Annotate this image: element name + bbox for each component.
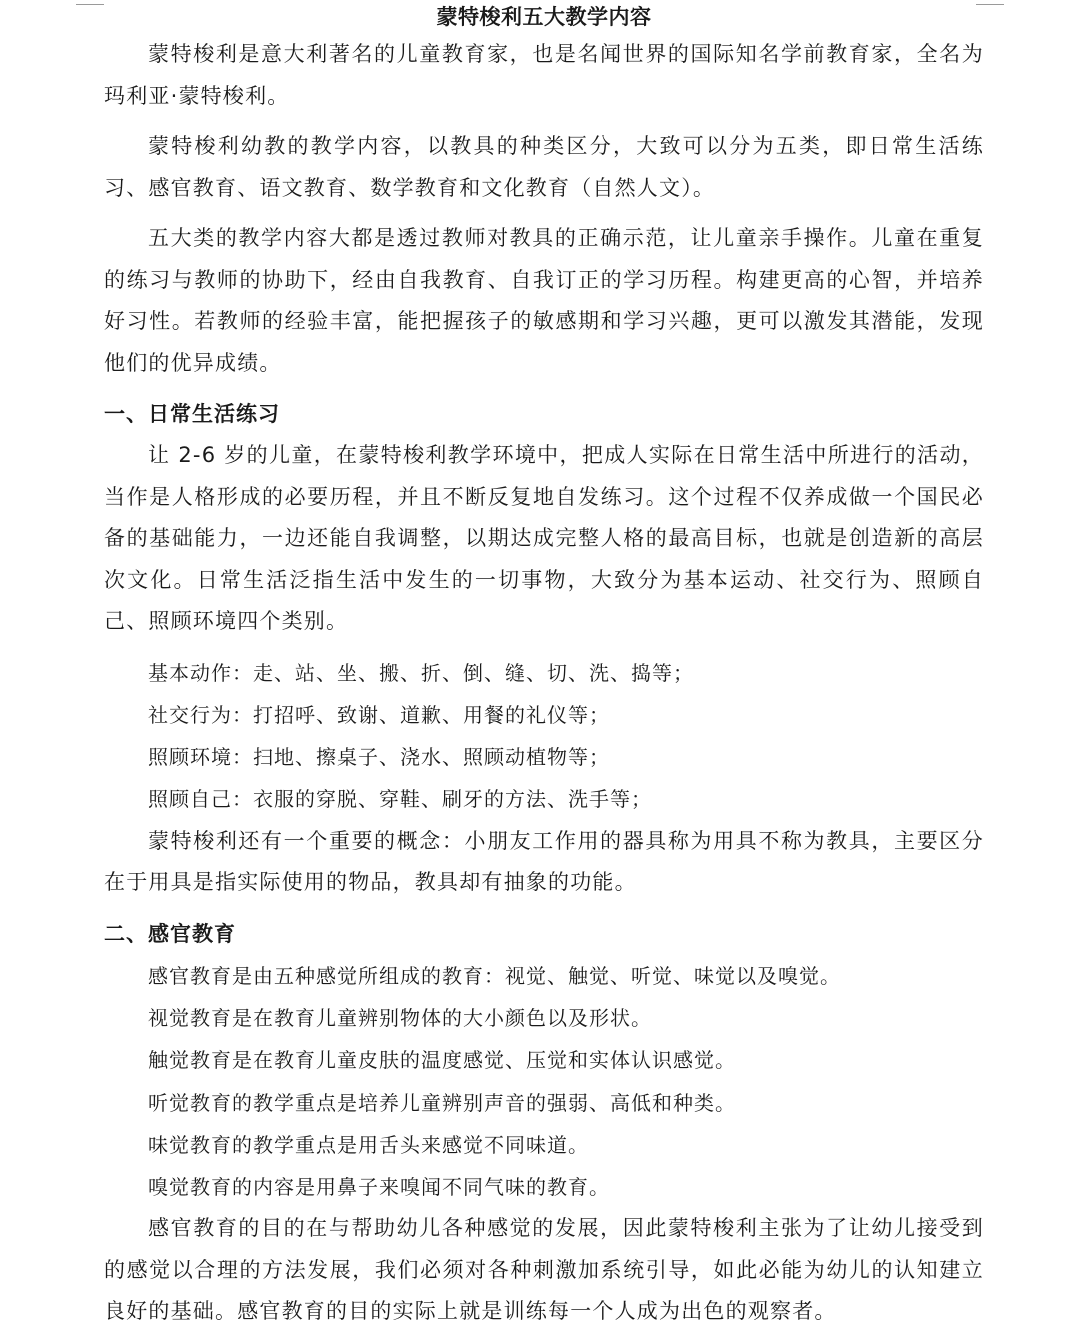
sensory-item: 触觉教育是在教育儿童皮肤的温度感觉、压觉和实体认识感觉。 [148,1048,736,1073]
page-corner-mark-left [76,0,104,5]
sensory-item: 听觉教育的教学重点是培养儿童辨别声音的强弱、高低和种类。 [148,1090,736,1115]
daily-life-item: 基本动作：走、站、坐、搬、折、倒、缝、切、洗、捣等； [148,660,694,685]
daily-life-item: 社交行为：打招呼、致谢、道歉、用餐的礼仪等； [148,702,610,727]
section-heading-sensory: 二、感官教育 [104,921,236,946]
daily-life-paragraph: 让 2-6 岁的儿童，在蒙特梭利教学环境中，把成人实际在日常生活中所进行的活动，当作是人格形成的必要历程，并且不断反复地自发练习。这个过程不仅养成做一个国民必备的基础能力，一边还能自我调整，以期达成完整人格的最高目标，也就是创造新的高层次文化。日常生活泛指生活中发生的一切事物，大致分为基本运动、社交行为、照顾自己、照顾环境四个类别。 [104,443,984,633]
document-page [104,0,984,1342]
intro-paragraph: 蒙特梭利是意大利著名的儿童教育家，也是名闻世界的国际知名学前教育家，全名为玛利亚·蒙特梭利。 [104,42,984,108]
section-heading-daily-life: 一、日常生活练习 [104,402,280,426]
daily-life-item: 照顾自己：衣服的穿脱、穿鞋、刷牙的方法、洗手等； [148,787,652,812]
document-title: 蒙特梭利五大教学内容 [436,5,652,29]
sensory-item: 嗅觉教育的内容是用鼻子来嗅闻不同气味的教育。 [148,1175,610,1200]
intro-paragraph: 五大类的教学内容大都是透过教师对教具的正确示范，让儿童亲手操作。儿童在重复的练习与教师的协助下，经由自我教育、自我订正的学习历程。构建更高的心智，并培养好习性。若教师的经验丰富，能把握孩子的敏感期和学习兴趣，更可以激发其潜能，发现他们的优异成绩。 [104,226,984,375]
sensory-conclusion: 感官教育的目的在与帮助幼儿各种感觉的发展，因此蒙特梭利主张为了让幼儿接受到的感觉以合理的方法发展，我们必须对各种刺激加系统引导，如此必能为幼儿的认知建立良好的基础。感官教育的目的实际上就是训练每一个人成为出色的观察者。 [104,1216,984,1324]
daily-life-item: 照顾环境：扫地、擦桌子、浇水、照顾动植物等； [148,745,610,770]
sensory-item: 感官教育是由五种感觉所组成的教育：视觉、触觉、听觉、味觉以及嗅觉。 [148,963,841,988]
sensory-item: 视觉教育是在教育儿童辨别物体的大小颜色以及形状。 [148,1005,652,1030]
sensory-item: 味觉教育的教学重点是用舌头来感觉不同味道。 [148,1132,589,1157]
intro-paragraph: 蒙特梭利幼教的教学内容，以教具的种类区分，大致可以分为五类，即日常生活练习、感官教育、语文教育、数学教育和文化教育（自然人文）。 [104,134,984,200]
daily-life-note: 蒙特梭利还有一个重要的概念：小朋友工作用的器具称为用具不称为教具，主要区分在于用具是指实际使用的物品，教具却有抽象的功能。 [104,828,984,895]
